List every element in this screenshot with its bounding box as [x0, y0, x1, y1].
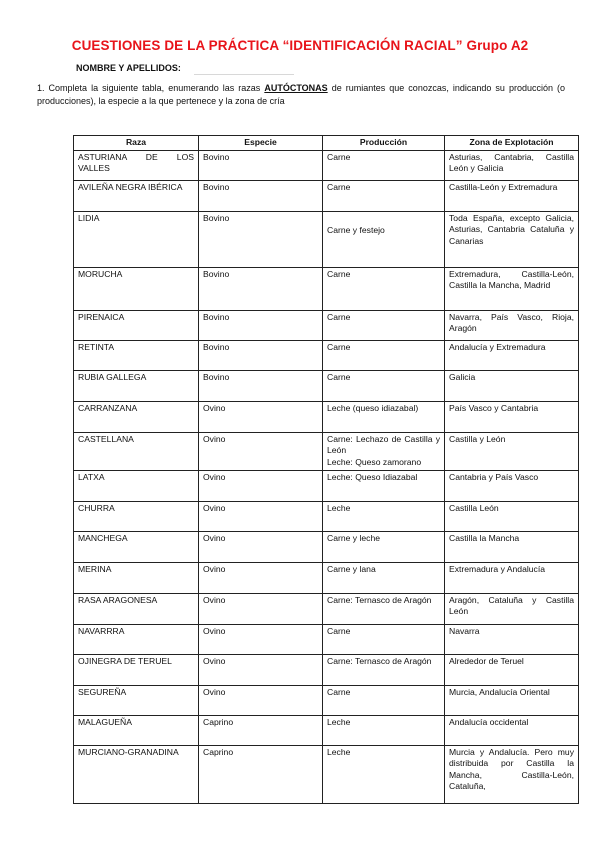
cell-zona: Aragón, Cataluña y Castilla León: [445, 593, 579, 624]
cell-raza: MALAGUEÑA: [74, 715, 199, 745]
header-produccion: Producción: [323, 136, 445, 151]
cell-produccion: Carne: [323, 180, 445, 211]
cell-zona: País Vasco y Cantabria: [445, 401, 579, 432]
cell-raza: MORUCHA: [74, 267, 199, 310]
table-row: [74, 745, 579, 803]
cell-especie: Ovino: [199, 562, 323, 593]
table-row: [74, 401, 579, 432]
cell-especie: Ovino: [199, 432, 323, 470]
cell-zona: Castilla León: [445, 501, 579, 531]
cell-especie: Ovino: [199, 470, 323, 501]
header-especie: Especie: [199, 136, 323, 151]
document-title: CUESTIONES DE LA PRÁCTICA “IDENTIFICACIÓN RACIAL” Grupo A2: [71, 38, 529, 53]
instructions-suffix: de rumiantes que conozcas, indicando su producción (o producciones), la especie a la que pertenece y la zona de cría: [37, 83, 565, 106]
table-row: [74, 370, 579, 401]
name-label: NOMBRE Y APELLIDOS:: [76, 63, 181, 73]
cell-raza: MANCHEGA: [74, 531, 199, 562]
table-row: [74, 340, 579, 370]
cell-especie: Caprino: [199, 745, 323, 803]
table-body: [74, 150, 579, 803]
table-row: [74, 593, 579, 624]
cell-raza: MERINA: [74, 562, 199, 593]
table-row: [74, 624, 579, 654]
cell-especie: Ovino: [199, 654, 323, 685]
cell-produccion: Leche: [323, 501, 445, 531]
cell-produccion: Carne: [323, 310, 445, 340]
cell-especie: Bovino: [199, 211, 323, 267]
table-row: [74, 715, 579, 745]
cell-raza: LIDIA: [74, 211, 199, 267]
cell-raza: RUBIA GALLEGA: [74, 370, 199, 401]
cell-especie: Caprino: [199, 715, 323, 745]
cell-zona: Extremadura, Castilla-León, Castilla la Mancha, Madrid: [445, 267, 579, 310]
table-row: [74, 150, 579, 180]
table-row: [74, 470, 579, 501]
cell-zona: Navarra, País Vasco, Rioja, Aragón: [445, 310, 579, 340]
cell-especie: Bovino: [199, 267, 323, 310]
cell-especie: Ovino: [199, 501, 323, 531]
cell-especie: Bovino: [199, 370, 323, 401]
cell-produccion: Carne: [323, 150, 445, 180]
cell-produccion: Leche: [323, 745, 445, 803]
table-row: [74, 501, 579, 531]
cell-raza: MURCIANO-GRANADINA: [74, 745, 199, 803]
cell-zona: Castilla y León: [445, 432, 579, 470]
cell-raza: LATXA: [74, 470, 199, 501]
cell-especie: Bovino: [199, 180, 323, 211]
instructions-paragraph: [37, 82, 565, 108]
cell-produccion: Carne y lana: [323, 562, 445, 593]
cell-produccion: Carne: Ternasco de Aragón: [323, 654, 445, 685]
cell-zona: Andalucía occidental: [445, 715, 579, 745]
cell-especie: Ovino: [199, 624, 323, 654]
cell-raza: SEGUREÑA: [74, 685, 199, 715]
cell-raza: CARRANZANA: [74, 401, 199, 432]
cell-raza: RETINTA: [74, 340, 199, 370]
cell-produccion: Leche: [323, 715, 445, 745]
cell-produccion: Carne: [323, 340, 445, 370]
table-row: [74, 211, 579, 267]
cell-produccion: Leche (queso idiazabal): [323, 401, 445, 432]
instructions-prefix: 1. Completa la siguiente tabla, enumerando las razas: [37, 83, 265, 93]
cell-raza: NAVARRRA: [74, 624, 199, 654]
cell-zona: Castilla-León y Extremadura: [445, 180, 579, 211]
cell-raza: OJINEGRA DE TERUEL: [74, 654, 199, 685]
table-row: [74, 685, 579, 715]
cell-produccion: Carne: Ternasco de Aragón: [323, 593, 445, 624]
cell-especie: Bovino: [199, 310, 323, 340]
cell-raza: ASTURIANA DE LOS VALLES: [74, 150, 199, 180]
cell-produccion: Leche: Queso Idiazabal: [323, 470, 445, 501]
cell-produccion: Carne y leche: [323, 531, 445, 562]
breeds-table: [73, 135, 579, 804]
table-row: [74, 562, 579, 593]
table-row: [74, 432, 579, 470]
name-field-line: [194, 74, 294, 75]
cell-zona: Murcia, Andalucía Oriental: [445, 685, 579, 715]
cell-raza: PIRENAICA: [74, 310, 199, 340]
cell-raza: RASA ARAGONESA: [74, 593, 199, 624]
table-row: [74, 531, 579, 562]
instructions-keyword: AUTÓCTONAS: [264, 83, 328, 93]
header-raza: Raza: [74, 136, 199, 151]
table-row: [74, 310, 579, 340]
cell-zona: Alrededor de Teruel: [445, 654, 579, 685]
cell-produccion: Carne: [323, 370, 445, 401]
cell-especie: Ovino: [199, 593, 323, 624]
cell-raza: CASTELLANA: [74, 432, 199, 470]
cell-zona: Cantabria y País Vasco: [445, 470, 579, 501]
header-zona: Zona de Explotación: [445, 136, 579, 151]
cell-especie: Bovino: [199, 340, 323, 370]
table-row: [74, 654, 579, 685]
cell-produccion: Carne y festejo: [323, 211, 445, 267]
cell-especie: Ovino: [199, 401, 323, 432]
cell-zona: Galicia: [445, 370, 579, 401]
cell-especie: Ovino: [199, 531, 323, 562]
cell-zona: Extremadura y Andalucía: [445, 562, 579, 593]
cell-zona: Castilla la Mancha: [445, 531, 579, 562]
cell-zona: Navarra: [445, 624, 579, 654]
cell-produccion: Carne: [323, 624, 445, 654]
cell-raza: CHURRA: [74, 501, 199, 531]
table-header-row: [74, 136, 579, 151]
cell-zona: Murcia y Andalucía. Pero muy distribuida por Castilla la Mancha, Castilla-León, Cataluña,: [445, 745, 579, 803]
cell-raza: AVILEÑA NEGRA IBÉRICA: [74, 180, 199, 211]
cell-zona: Asturias, Cantabria, Castilla León y Galicia: [445, 150, 579, 180]
cell-especie: Ovino: [199, 685, 323, 715]
cell-zona: Andalucía y Extremadura: [445, 340, 579, 370]
cell-produccion: Carne: Lechazo de Castilla y León Leche: Queso zamorano: [323, 432, 445, 470]
cell-especie: Bovino: [199, 150, 323, 180]
cell-produccion: Carne: [323, 685, 445, 715]
table-row: [74, 180, 579, 211]
cell-produccion: Carne: [323, 267, 445, 310]
cell-zona: Toda España, excepto Galicia, Asturias, Cantabria Cataluña y Canarias: [445, 211, 579, 267]
table-row: [74, 267, 579, 310]
